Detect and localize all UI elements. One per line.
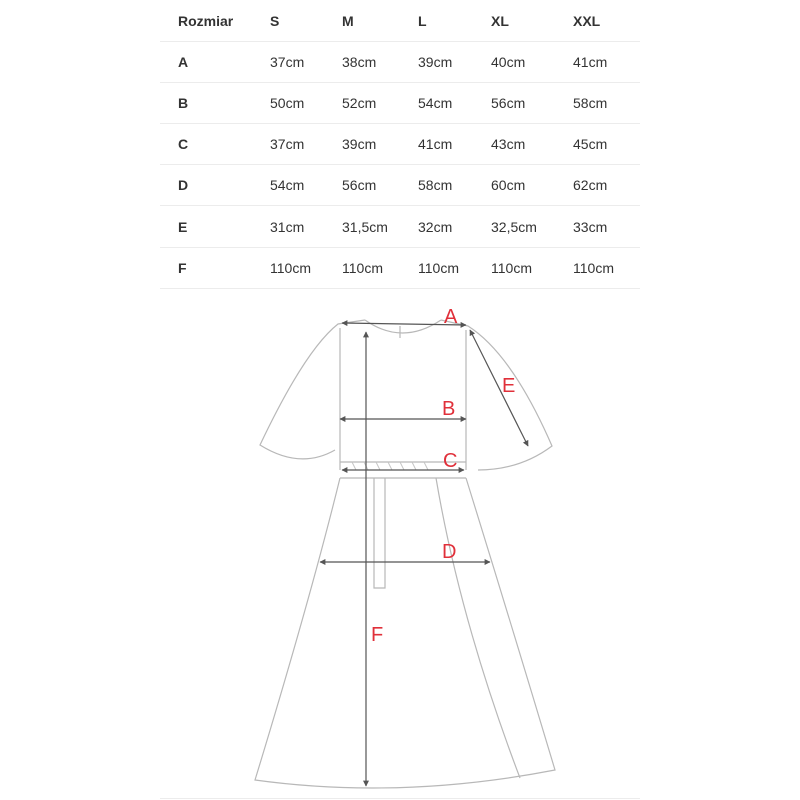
cell-value: 110cm — [270, 259, 311, 276]
header-xxl: XXL — [573, 12, 601, 29]
cell-value: 43cm — [491, 135, 526, 152]
cell-value: 33cm — [573, 218, 608, 235]
header-s: S — [270, 12, 280, 29]
cell-value: 32,5cm — [491, 218, 537, 235]
row-label: C — [178, 135, 189, 152]
cell-value: 41cm — [573, 53, 608, 70]
cell-value: 45cm — [573, 135, 608, 152]
row-label: D — [178, 176, 189, 193]
cell-value: 54cm — [418, 94, 453, 111]
cell-value: 62cm — [573, 176, 608, 193]
table-row — [160, 123, 640, 165]
waist-gathers — [352, 462, 428, 470]
cell-value: 41cm — [418, 135, 453, 152]
measure-label-f: F — [371, 624, 384, 646]
row-label: B — [178, 94, 189, 111]
table-row — [160, 41, 640, 83]
header-l: L — [418, 12, 427, 29]
cell-value: 31,5cm — [342, 218, 388, 235]
dress-measurement-diagram — [0, 290, 800, 800]
bottom-divider — [160, 798, 640, 799]
table-row — [160, 82, 640, 124]
cell-value: 56cm — [342, 176, 377, 193]
table-row — [160, 247, 640, 289]
cell-value: 110cm — [342, 259, 383, 276]
row-label: F — [178, 259, 187, 276]
cell-value: 58cm — [418, 176, 453, 193]
cell-value: 39cm — [418, 53, 453, 70]
cell-value: 110cm — [418, 259, 459, 276]
cell-value: 54cm — [270, 176, 305, 193]
header-m: M — [342, 12, 354, 29]
arrow-e — [470, 330, 528, 446]
measure-label-d: D — [442, 541, 457, 563]
cell-value: 37cm — [270, 53, 305, 70]
measure-label-e: E — [502, 375, 516, 397]
row-label: A — [178, 53, 189, 70]
measurement-arrows — [320, 323, 528, 786]
cell-value: 56cm — [491, 94, 526, 111]
table-row — [160, 206, 640, 248]
row-label: E — [178, 218, 188, 235]
cell-value: 39cm — [342, 135, 377, 152]
measure-label-a: A — [444, 306, 458, 328]
cell-value: 50cm — [270, 94, 305, 111]
table-row — [160, 164, 640, 206]
table-header-row — [160, 0, 640, 42]
measure-label-b: B — [442, 398, 456, 420]
cell-value: 60cm — [491, 176, 526, 193]
cell-value: 37cm — [270, 135, 305, 152]
cell-value: 31cm — [270, 218, 305, 235]
cell-value: 52cm — [342, 94, 377, 111]
cell-value: 110cm — [573, 259, 614, 276]
cell-value: 40cm — [491, 53, 526, 70]
measure-label-c: C — [443, 450, 458, 472]
cell-value: 58cm — [573, 94, 608, 111]
cell-value: 38cm — [342, 53, 377, 70]
header-size-label: Rozmiar — [178, 12, 234, 29]
header-xl: XL — [491, 12, 509, 29]
cell-value: 110cm — [491, 259, 532, 276]
cell-value: 32cm — [418, 218, 453, 235]
